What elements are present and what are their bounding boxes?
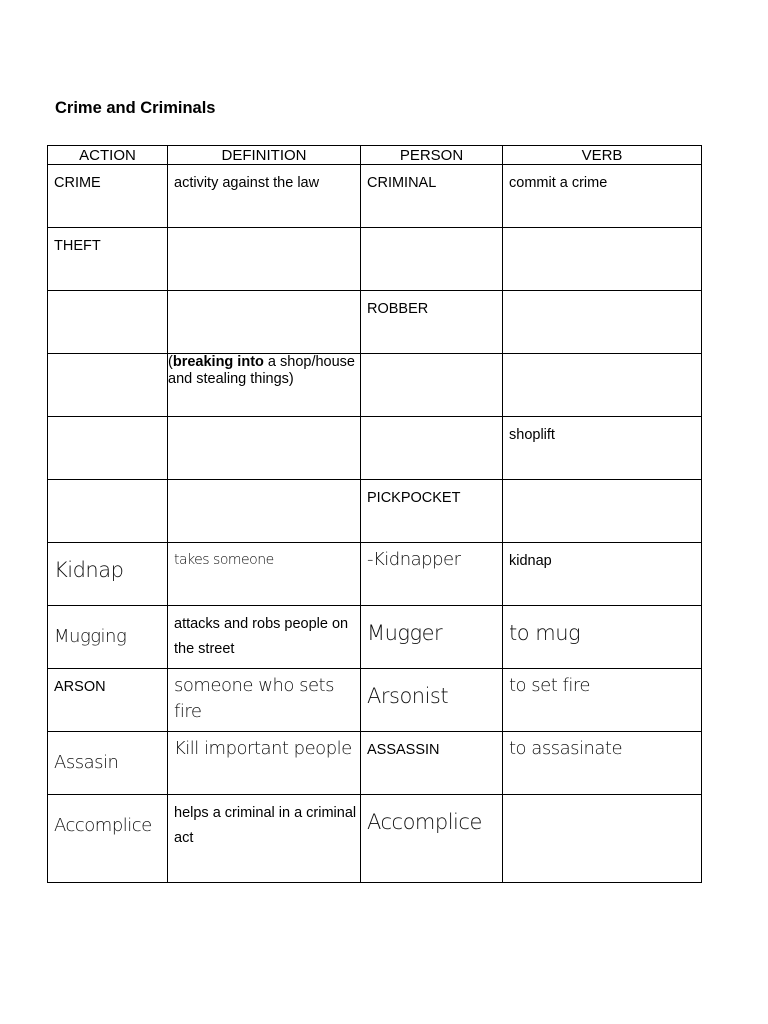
action-cell <box>48 291 168 354</box>
header-definition: DEFINITION <box>168 146 361 165</box>
person-cell: CRIMINAL <box>361 165 503 228</box>
handwritten-text: to mug <box>509 621 581 645</box>
handwritten-text: Kidnap <box>54 558 124 582</box>
definition-cell: helps a criminal in a criminal act <box>168 795 361 883</box>
action-cell: ARSON <box>48 669 168 732</box>
definition-cell <box>168 354 361 417</box>
handwritten-text: Arsonist <box>367 684 449 708</box>
header-action: ACTION <box>48 146 168 165</box>
crime-vocabulary-table <box>47 145 702 883</box>
handwritten-text: Mugger <box>367 621 443 645</box>
definition-cell <box>168 543 361 606</box>
handwritten-text: Accomplice <box>367 810 482 834</box>
definition-cell <box>168 291 361 354</box>
person-cell <box>361 417 503 480</box>
definition-cell: attacks and robs people on the street <box>168 606 361 669</box>
definition-rest: a shop/house and stealing things) <box>168 354 355 387</box>
verb-cell <box>503 732 702 795</box>
person-cell: ROBBER <box>361 291 503 354</box>
page-title: Crime and Criminals <box>55 99 216 117</box>
table-row <box>48 480 702 543</box>
open-paren: ( <box>168 354 173 370</box>
verb-cell <box>503 669 702 732</box>
table-row <box>48 795 702 883</box>
definition-cell <box>168 228 361 291</box>
handwritten-text: to set fire <box>509 675 590 696</box>
action-cell <box>48 732 168 795</box>
handwritten-text: Mugging <box>54 626 127 647</box>
table-row <box>48 417 702 480</box>
action-cell: CRIME <box>48 165 168 228</box>
verb-cell <box>503 480 702 543</box>
table-row <box>48 606 702 669</box>
action-cell <box>48 543 168 606</box>
person-cell <box>361 543 503 606</box>
header-person: PERSON <box>361 146 503 165</box>
verb-cell <box>503 795 702 883</box>
verb-cell <box>503 228 702 291</box>
handwritten-text: to assasinate <box>509 738 623 759</box>
table-row <box>48 354 702 417</box>
table-row <box>48 669 702 732</box>
handwritten-text: someone who sets fire <box>174 675 334 722</box>
bold-phrase: breaking into <box>172 354 264 370</box>
handwritten-text: -Kidnapper <box>367 549 461 570</box>
action-cell <box>48 354 168 417</box>
handwritten-text: takes someone <box>174 552 274 568</box>
definition-cell <box>168 669 361 732</box>
action-cell: THEFT <box>48 228 168 291</box>
table-row <box>48 165 702 228</box>
verb-cell: kidnap <box>503 543 702 606</box>
verb-cell <box>503 354 702 417</box>
table-row <box>48 291 702 354</box>
action-cell <box>48 795 168 883</box>
person-cell: PICKPOCKET <box>361 480 503 543</box>
verb-cell: shoplift <box>503 417 702 480</box>
definition-cell <box>168 732 361 795</box>
action-cell <box>48 480 168 543</box>
handwritten-text: Accomplice <box>54 815 152 836</box>
table-row <box>48 732 702 795</box>
person-cell <box>361 228 503 291</box>
action-cell <box>48 417 168 480</box>
definition-cell: activity against the law <box>168 165 361 228</box>
person-cell <box>361 354 503 417</box>
verb-cell <box>503 606 702 669</box>
definition-cell <box>168 480 361 543</box>
definition-cell <box>168 417 361 480</box>
person-cell <box>361 606 503 669</box>
verb-cell <box>503 291 702 354</box>
header-verb: VERB <box>503 146 702 165</box>
action-cell <box>48 606 168 669</box>
table-row <box>48 543 702 606</box>
handwritten-text: Assasin <box>54 752 119 773</box>
person-cell <box>361 669 503 732</box>
table-row <box>48 228 702 291</box>
handwritten-text: Kill important people <box>174 738 352 759</box>
person-cell <box>361 795 503 883</box>
header-row <box>48 146 702 165</box>
verb-cell: commit a crime <box>503 165 702 228</box>
person-cell: ASSASSIN <box>361 732 503 795</box>
